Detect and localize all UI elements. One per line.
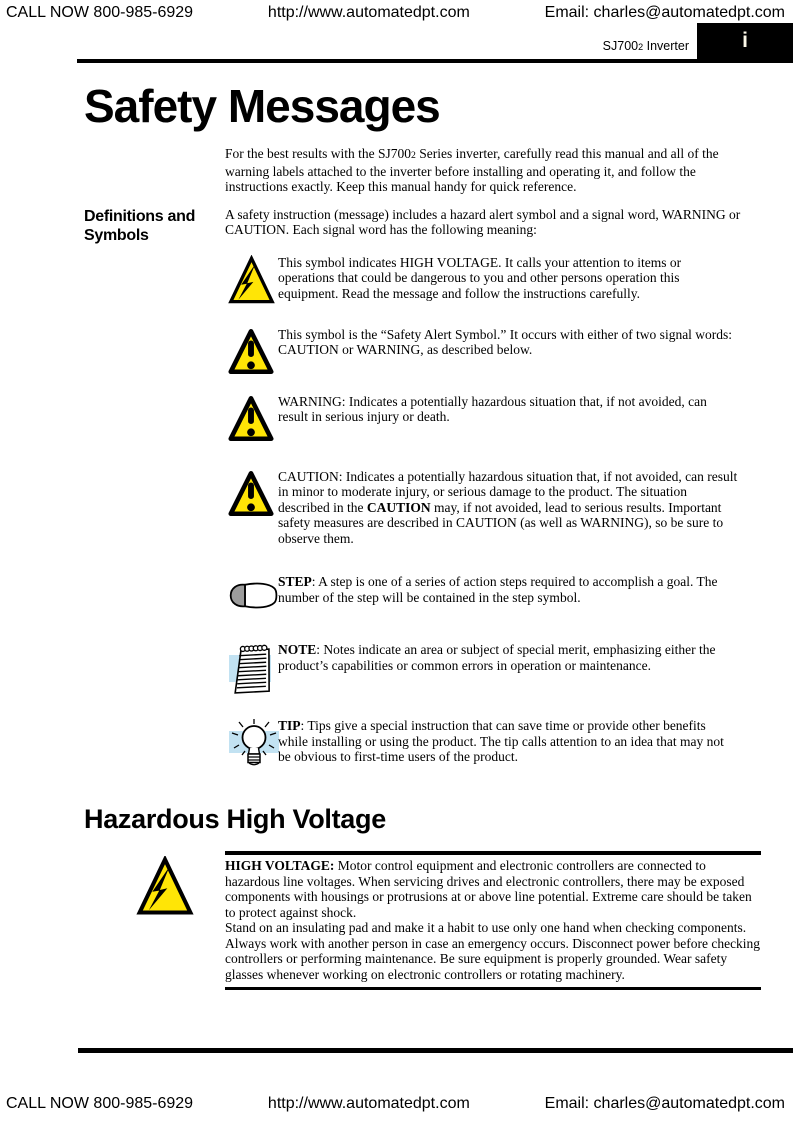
symbol-row-high-voltage xyxy=(228,255,793,305)
hazard-block xyxy=(134,851,793,990)
symbol-text-step: STEP: A step is one of a series of action steps required to accomplish a goal. The number of the step will be contained in the step symbol. xyxy=(278,574,718,605)
subheader xyxy=(0,23,793,59)
note-icon xyxy=(228,642,278,696)
symbol-text-tip: TIP: Tips give a special instruction that can save time or provide other benefits while installing or using the product. The tip calls attention to an idea that may not be obvious to first-time users of the product. xyxy=(278,718,724,764)
symbol-rows xyxy=(228,255,793,771)
page-title: Safety Messages xyxy=(84,80,440,132)
definitions-lead: A safety instruction (message) includes a hazard alert symbol and a signal word, WARNING or CAUTION. Each signal word has the following meaning: xyxy=(225,206,741,237)
tip-icon xyxy=(228,718,278,770)
header-email-text: Email: charles@automatedpt.com xyxy=(544,4,785,21)
header-url-text: http://www.automatedpt.com xyxy=(267,4,470,21)
symbol-row-safety-alert xyxy=(228,327,793,376)
symbol-text-warning: WARNING: Indicates a potentially hazardous situation that, if not avoided, can result in serious injury or death. xyxy=(278,393,707,424)
symbol-row-warning xyxy=(228,394,793,443)
section-heading-hazardous-high-voltage: Hazardous High Voltage xyxy=(84,804,386,834)
footer xyxy=(6,1095,785,1113)
definitions-section xyxy=(0,207,793,245)
footer-email-text: Email: charles@automatedpt.com xyxy=(544,1095,785,1112)
symbol-text-safety-alert: This symbol is the “Safety Alert Symbol.” It occurs with either of two signal words: CAUTION or WARNING, as described below. xyxy=(278,326,733,357)
page-number-box xyxy=(697,23,793,59)
high-voltage-icon xyxy=(228,255,278,305)
header xyxy=(0,0,793,22)
symbol-text-note: NOTE: Notes indicate an area or subject of special merit, emphasizing either the product’s capabilities or common errors in operation or maintenance. xyxy=(278,642,716,673)
symbol-text-caution: CAUTION: Indicates a potentially hazardous situation that, if not avoided, can result in minor to moderate injury, or serious damage to the product. The situation described in the CAUTION may, if not avoided, lead to serious results. Important safety measures are described in CAUTION (as well as WARNING), so be sure to observe them. xyxy=(278,468,738,546)
safety-alert-icon xyxy=(228,394,278,443)
page-number: i xyxy=(742,29,748,52)
symbol-row-step xyxy=(228,574,793,610)
header-call-text: CALL NOW 800-985-6929 xyxy=(6,4,194,21)
symbol-text-high-voltage: This symbol indicates HIGH VOLTAGE. It calls your attention to items or operations that could be dangerous to you and other persons operation this equipment. Read the message and follow the instructions carefully. xyxy=(278,254,682,301)
hazard-paragraph-1: HIGH VOLTAGE: Motor control equipment and electronic controllers are connected to hazardous line voltages. When servicing drives and electronic controllers, there may be exposed components with housings or protrusions at or above line potential. Extreme care should be taken to protect against shock. xyxy=(225,858,752,920)
hazard-paragraph-2: Stand on an insulating pad and make it a habit to use only one hand when checking components. Always work with another person in case an emergency occurs. Disconnect power before checking controllers or performing maintenance. Be sure equipment is properly grounded. Wear safety glasses whenever working on electronic controllers or rotating machinery. xyxy=(225,920,761,982)
footer-url-text: http://www.automatedpt.com xyxy=(267,1095,470,1112)
symbol-row-note xyxy=(228,642,793,696)
symbol-row-tip xyxy=(228,718,793,770)
hazard-high-voltage-icon xyxy=(134,856,198,990)
footer-rule xyxy=(78,1048,793,1053)
safety-alert-icon xyxy=(228,327,278,376)
footer-call-text: CALL NOW 800-985-6929 xyxy=(6,1095,194,1112)
top-rule xyxy=(77,59,793,63)
definitions-heading: Definitions and Symbols xyxy=(84,207,196,244)
step-icon xyxy=(228,574,278,610)
hazard-text xyxy=(225,851,761,990)
intro-paragraph: For the best results with the SJ7002 Series inverter, carefully read this manual and all of the warning labels attached to the inverter before installing and operating it, and follow the instructions exactly. Keep this manual handy for quick reference. xyxy=(225,146,719,194)
safety-alert-icon xyxy=(228,469,278,518)
product-label: SJ7002 Inverter xyxy=(602,39,689,53)
symbol-row-caution xyxy=(228,469,793,547)
